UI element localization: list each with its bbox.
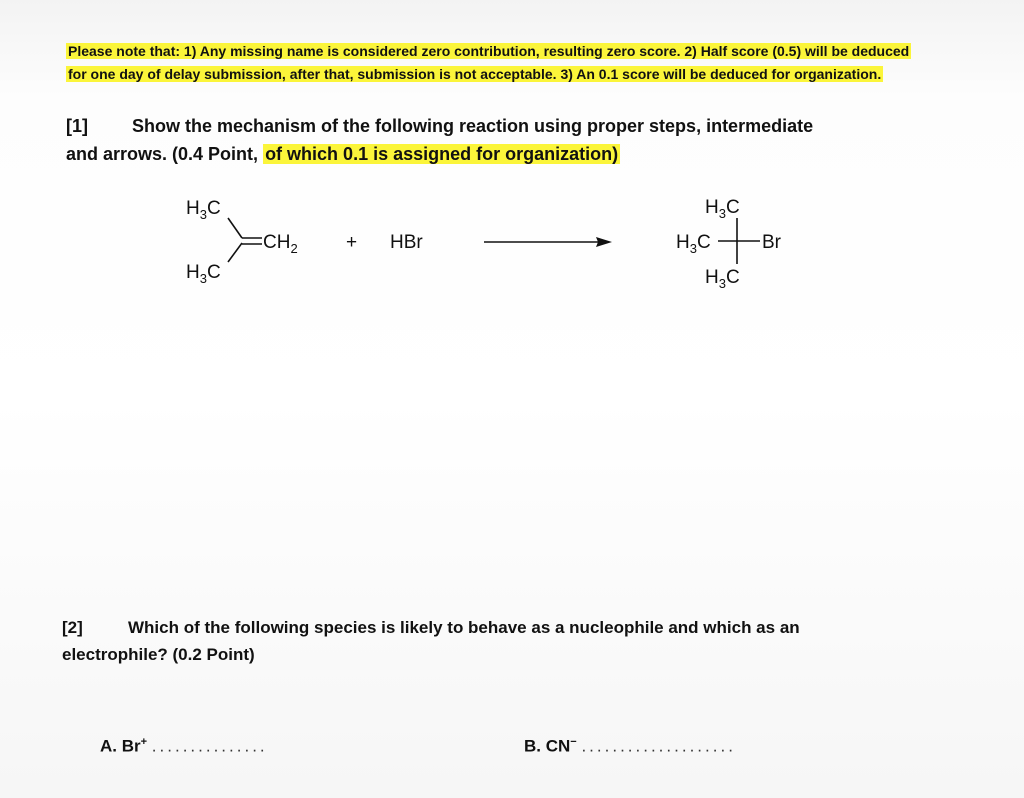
option-a xyxy=(100,736,268,757)
question-1-number: [1] xyxy=(66,116,88,136)
question-2-number: [2] xyxy=(62,618,83,637)
note-line-2: for one day of delay submission, after that, submission is not acceptable. 3) An 0.1 score will be deduced for organization. xyxy=(68,66,882,82)
question-1-text-a: Show the mechanism of the following reaction using proper steps, intermediate xyxy=(132,116,814,136)
question-1-text-b: and arrows. (0.4 Point, xyxy=(66,144,259,164)
arrow-head xyxy=(596,237,612,247)
answer-options xyxy=(0,736,1024,766)
option-a-charge: + xyxy=(140,736,148,748)
note-line-1: Please note that: 1) Any missing name is considered zero contribution, resulting zero score. 2) Half score (0.5) will be deduced xyxy=(68,43,910,59)
reaction-scheme xyxy=(0,0,1024,320)
reagent-hbr: HBr xyxy=(390,232,423,253)
question-1-highlight: of which 0.1 is assigned for organization) xyxy=(265,144,619,164)
bond-bottom xyxy=(228,243,242,262)
option-a-answer-blank[interactable]: ............... xyxy=(151,736,268,756)
reactant-methyl-bottom: $H_3C$ xyxy=(186,262,221,286)
question-2 xyxy=(62,614,962,668)
option-b-label: B. CN xyxy=(524,736,571,756)
plus-sign: + xyxy=(346,232,358,253)
product-methyl-top: $H_3C$ xyxy=(705,197,740,221)
bond-top xyxy=(228,218,242,238)
option-a-label: A. Br xyxy=(100,736,141,756)
reactant-ch2: $CH_2$ xyxy=(263,232,298,256)
reactant-methyl-top: $H_3C$ xyxy=(186,198,221,222)
question-2-text-a: Which of the following species is likely to behave as a nucleophile and which as an xyxy=(128,618,800,637)
option-b xyxy=(524,736,736,757)
product-bromine: Br xyxy=(762,232,781,253)
question-2-text-b: electrophile? (0.2 Point) xyxy=(62,645,255,664)
option-b-answer-blank[interactable]: .................... xyxy=(581,736,736,756)
option-b-charge: − xyxy=(570,736,577,748)
product-methyl-left: $H_3C$ xyxy=(676,232,711,256)
product-methyl-bottom: $H_3C$ xyxy=(705,267,740,291)
